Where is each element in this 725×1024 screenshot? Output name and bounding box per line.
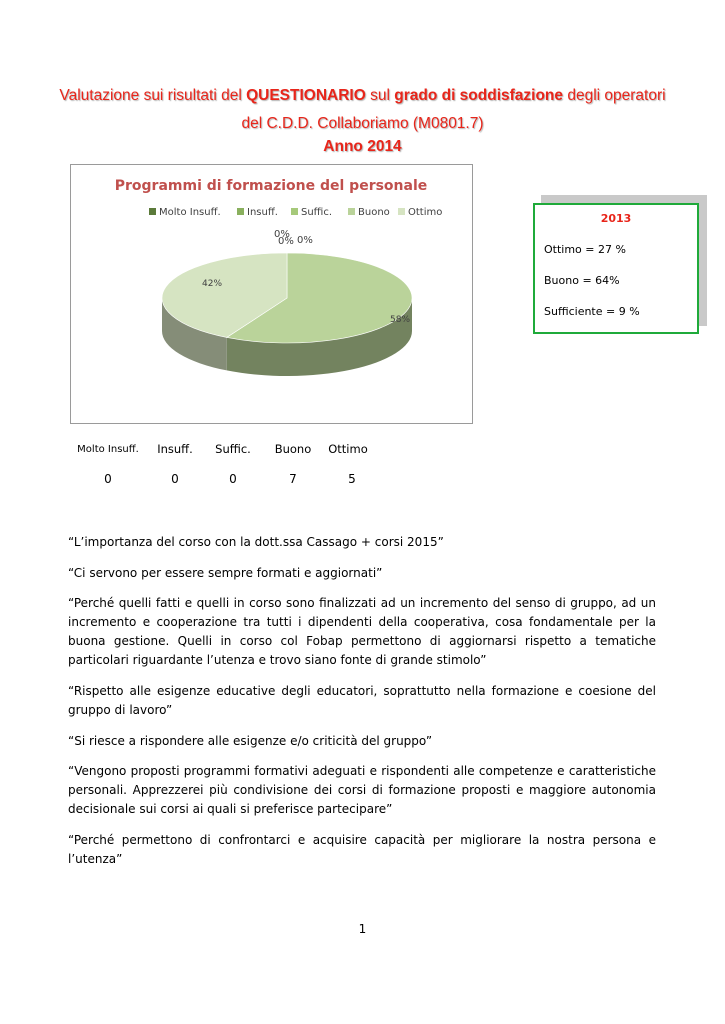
legend-swatch <box>348 208 355 215</box>
comment-paragraph: “Si riesce a rispondere alle esigenze e/o criticità del gruppo” <box>68 734 433 748</box>
table-value: 7 <box>289 472 297 486</box>
legend-label: Molto Insuff. <box>159 207 221 218</box>
document-title-line2: del C.D.D. Collaboriamo (M0801.7) <box>241 115 484 132</box>
legend-swatch <box>291 208 298 215</box>
comparison-box-2013 <box>533 203 699 334</box>
chart-legend <box>149 207 442 218</box>
comment-paragraph: “Perché quelli fatti e quelli in corso sono finalizzati ad un incremento del senso di gruppo, ad un incremento e cooperazione tra tutti i dipendenti della cooperativa, cosa fondamentale per la buona gestione. Quelli in corso col Fobap permettono di aggiornarsi rispetto a tematiche particolari riguardante l’utenza e trovo siano fonte di grande stimolo” <box>68 596 656 667</box>
pie-data-label: 0% <box>297 235 313 246</box>
comment-paragraph: “L’importanza del corso con la dott.ssa Cassago + corsi 2015” <box>68 535 444 549</box>
page-number: 1 <box>358 922 367 936</box>
chart-title: Programmi di formazione del personale <box>114 178 428 194</box>
table-header: Suffic. <box>215 442 251 456</box>
legend-label: Suffic. <box>301 207 333 218</box>
comment-paragraph: “Rispetto alle esigenze educative degli educatori, soprattutto nella formazione e coesione del gruppo di lavoro” <box>68 684 656 717</box>
document-year: Anno 2014 <box>323 138 402 155</box>
table-header: Insuff. <box>157 442 193 456</box>
table-header: Ottimo <box>328 442 368 456</box>
legend-label: Buono <box>358 207 390 218</box>
pie-data-label: 0% <box>278 236 294 247</box>
box-title: 2013 <box>600 212 632 225</box>
pie-data-label: 42% <box>202 279 223 289</box>
pie-data-label: 0% <box>274 229 290 240</box>
comment-paragraph: “Vengono proposti programmi formativi adeguati e rispondenti alle competenze e caratteristiche personali. Apprezzerei più condivisione dei corsi di formazione proposti e maggiore autonomia decisionale sui corsi ai quali si preferisce partecipare” <box>68 764 656 816</box>
pie-data-label: 58% <box>390 315 411 325</box>
pie-chart <box>70 164 473 424</box>
table-value: 0 <box>229 472 237 486</box>
table-value: 5 <box>348 472 356 486</box>
legend-swatch <box>237 208 244 215</box>
comment-paragraph: “Ci servono per essere sempre formati e aggiornati” <box>68 566 383 580</box>
legend-label: Insuff. <box>247 207 278 218</box>
legend-swatch <box>398 208 405 215</box>
table-value: 0 <box>104 472 112 486</box>
legend-swatch <box>149 208 156 215</box>
box-line-ottimo: Ottimo = 27 % <box>544 243 626 256</box>
table-header: Molto Insuff. <box>77 444 139 455</box>
table-value: 0 <box>171 472 179 486</box>
legend-label: Ottimo <box>408 207 443 218</box>
comment-paragraph: “Perché permettono di confrontarci e acquisire capacità per migliorare la nostra persona e l’utenza” <box>68 833 656 866</box>
table-header: Buono <box>274 442 312 456</box>
box-line-buono: Buono = 64% <box>544 274 620 287</box>
document-title-line1: Valutazione sui risultati del QUESTIONARIO sul grado di soddisfazione degli operatori <box>59 87 666 104</box>
box-line-sufficiente: Sufficiente = 9 % <box>544 305 640 318</box>
pie-chart-svg <box>71 165 472 423</box>
